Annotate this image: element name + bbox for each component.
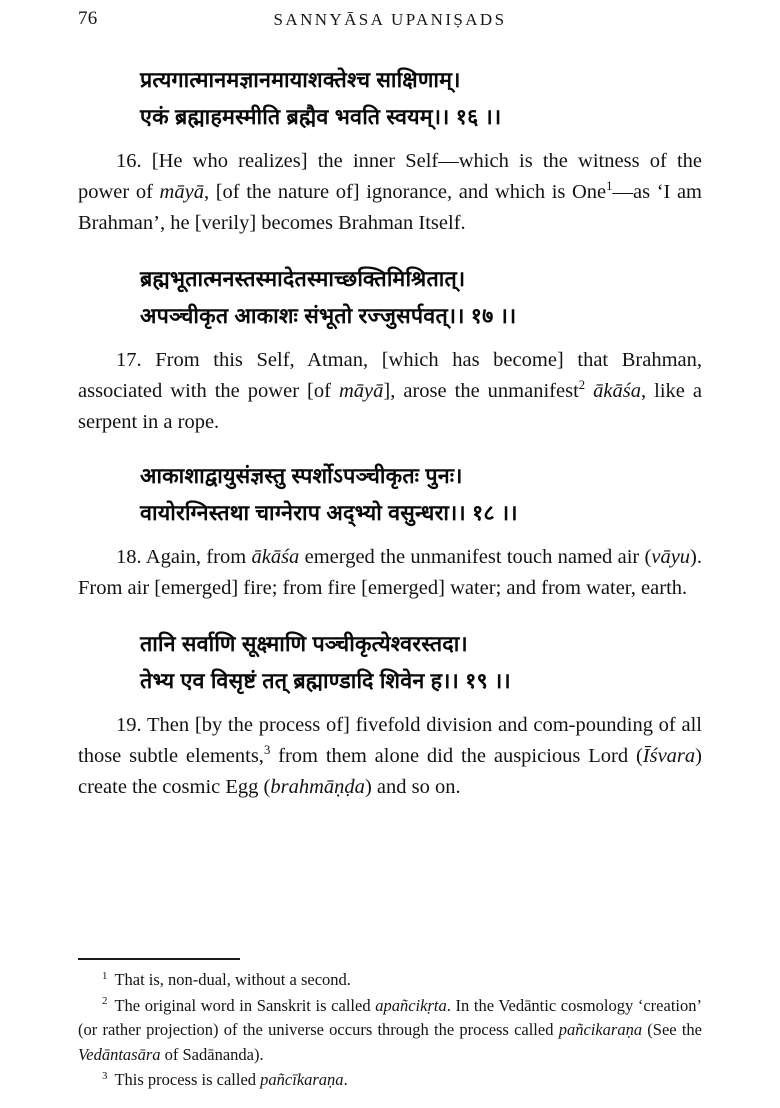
- footnote-2: $^2$ The original word in Sanskrit is called apañcikṛta. In the Vedāntic cosmology ‘creation’ (or rather projection) of the universe occurs through the process called pañcikaraṇa (See the Vedāntasāra of Sadānanda).: [78, 995, 702, 1064]
- sanskrit-line: तानि सर्वाणि सूक्ष्माणि पञ्चीकृत्येश्वरस्तदा।: [140, 632, 468, 656]
- footnote-marker: 3: [102, 1069, 108, 1082]
- sanskrit-line: आकाशाद्वायुसंज्ञस्तु स्पर्शोऽपञ्चीकृतः पुनः।: [140, 464, 463, 488]
- running-head: [78, 8, 702, 34]
- footnote-marker: 1: [102, 969, 108, 982]
- sanskrit-verse-17: [78, 261, 702, 335]
- sanskrit-line: तेभ्य एव विसृष्टं तत् ब्रह्माण्डादि शिवेन ह।। १९ ।।: [140, 669, 511, 693]
- sanskrit-line: ब्रह्मभूतात्मनस्तस्मादेतस्माच्छक्तिमिश्रितात्।: [140, 267, 466, 291]
- sanskrit-verse-18: [78, 458, 702, 532]
- sanskrit-line: वायोरग्निस्तथा चाग्नेराप अद्भ्यो वसुन्धरा।। १८ ।।: [140, 501, 518, 525]
- translation-19: 19. Then [by the process of] fivefold division and com-pounding of all those subtle elements,$^3$ from them alone did the auspicious Lord (Īśvara) create the cosmic Egg (brahmāṇḍa) and so on.: [78, 714, 702, 798]
- translation-17: 17. From this Self, Atman, [which has become] that Brahman, associated with the power [of māyā], arose the unmanifest$^2$ ākāśa, like a serpent in a rope.: [78, 349, 703, 433]
- sanskrit-verse-16: [78, 62, 702, 136]
- sanskrit-line: प्रत्यगात्मानमज्ञानमायाशक्तेश्च साक्षिणाम्।: [140, 68, 461, 92]
- footnote-separator-rule: [78, 958, 240, 960]
- page-number: 76: [78, 8, 98, 29]
- footnote-1: $^1$ That is, non-dual, without a second.: [102, 969, 351, 989]
- translation-18: 18. Again, from ākāśa emerged the unmanifest touch named air (vāyu). From air [emerged] fire; from fire [emerged] water; and from water, earth.: [78, 546, 702, 599]
- footnote-marker: 2: [102, 995, 108, 1007]
- sanskrit-line: अपञ्चीकृत आकाशः संभूतो रज्जुसर्पवत्।। १७ ।।: [140, 304, 517, 328]
- sanskrit-line: एकं ब्रह्माहमस्मीति ब्रह्मैव भवति स्वयम्।। १६ ।।: [140, 105, 502, 129]
- running-head-title: SANNYĀSA UPANIṢADS: [273, 10, 507, 29]
- footnotes-section: [78, 958, 702, 1094]
- sanskrit-verse-19: [78, 626, 702, 700]
- footnote-3: $^3$ This process is called pañcīkaraṇa.: [102, 1069, 348, 1089]
- translation-16: 16. [He who realizes] the inner Self—which is the witness of the power of māyā, [of the nature of] ignorance, and which is One$^1$—as ‘I am Brahman’, he [verily] becomes Brahman Itself.: [78, 150, 703, 234]
- text-column: [78, 50, 702, 803]
